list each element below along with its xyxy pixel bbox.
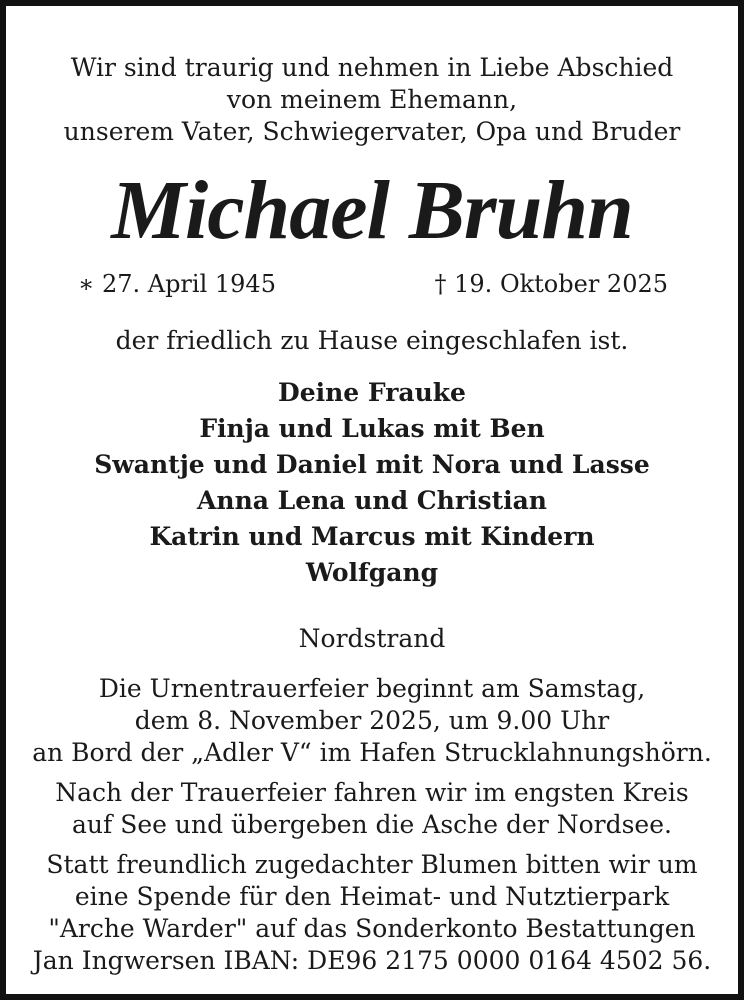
family-line-5: Katrin und Marcus mit Kindern: [149, 522, 595, 551]
donation-line-1: Statt freundlich zugedachter Blumen bitten wir um: [46, 850, 698, 879]
intro-line-1: Wir sind traurig und nehmen in Liebe Abschied: [70, 53, 674, 82]
birth-date: ∗ 27. April 1945: [78, 270, 276, 298]
donation-line-4: Jan Ingwersen IBAN: DE96 2175 0000 0164 4502 56.: [32, 946, 712, 975]
intro-line-2: von meinem Ehemann,: [226, 85, 518, 114]
family-line-1: Deine Frauke: [278, 378, 466, 407]
donation-line-3: "Arche Warder" auf das Sonderkonto Bestattungen: [48, 914, 696, 943]
ceremony-line-1: Die Urnentrauerfeier beginnt am Samstag,: [98, 674, 646, 703]
intro-line-3: unserem Vater, Schwiegervater, Opa und Bruder: [63, 117, 681, 146]
death-date: † 19. Oktober 2025: [434, 270, 668, 298]
family-line-3: Swantje und Daniel mit Nora und Lasse: [94, 450, 650, 479]
family-line-6: Wolfgang: [305, 558, 439, 587]
family-line-2: Finja und Lukas mit Ben: [199, 414, 545, 443]
place-line: Nordstrand: [298, 624, 446, 653]
sea-line-2: auf See und übergeben die Asche der Nordsee.: [72, 810, 672, 839]
ceremony-line-3: an Bord der „Adler V“ im Hafen Strucklahnungshörn.: [32, 738, 712, 767]
life-dates: [78, 270, 668, 302]
passing-line: der friedlich zu Hause eingeschlafen ist.: [115, 326, 629, 355]
family-line-4: Anna Lena und Christian: [197, 486, 547, 515]
sea-line-1: Nach der Trauerfeier fahren wir im engsten Kreis: [55, 778, 689, 807]
ceremony-line-2: dem 8. November 2025, um 9.00 Uhr: [134, 706, 610, 735]
donation-line-2: eine Spende für den Heimat- und Nutztierpark: [74, 882, 670, 911]
deceased-name: Michael Bruhn: [111, 164, 633, 257]
